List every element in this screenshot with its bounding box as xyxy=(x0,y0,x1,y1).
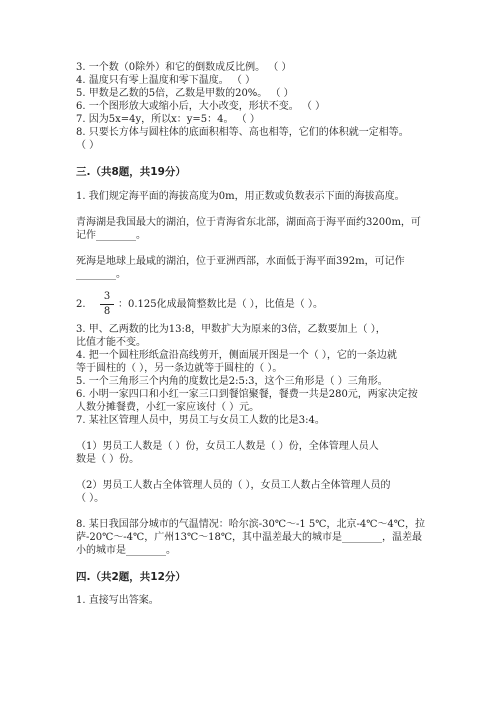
section-4-title: 四.（共2题，共12分） xyxy=(76,571,186,583)
fraction-numerator: 3 xyxy=(103,291,111,302)
s3-q1-intro: 1. 我们规定海平面的海拔高度为0m，用正数或负数表示下面的海拔高度。 xyxy=(76,191,405,202)
s3-q8-line2: 萨-20℃～-4℃，广州13℃～18℃，其中温差最大的城市是________，温差最 xyxy=(76,532,423,543)
s3-q6-line1: 6. 小明一家四口和小红一家三口到餐馆聚餐，餐费一共是280元，两家决定按 xyxy=(76,389,418,400)
s3-q4-line1: 4. 把一个圆柱形纸盒沿高线剪开，侧面展开图是一个（ ），它的一条边就 xyxy=(76,350,397,361)
s3-q1-deadsea-line2: ________。 xyxy=(76,269,126,280)
s3-q7: 7. 某社区管理人员中，男员工与女员工人数的比是3:4。 xyxy=(76,415,325,426)
question-8-answer-blank: （ ） xyxy=(76,140,100,151)
s3-q4-line2: 等于圆柱的（ ），另一条边就等于圆柱的（ ）。 xyxy=(76,363,283,374)
s3-q8-line3: 小的城市是________。 xyxy=(76,545,176,556)
s3-q1-deadsea-line1: 死海是地球上最咸的湖泊，位于亚洲西部，水面低于海平面392m，可记作 xyxy=(76,256,405,267)
s3-q1-qinghai-line1: 青海湖是我国最大的湖泊，位于青海省东北部，湖面高于海平面约3200m，可 xyxy=(76,217,421,228)
s3-q1-qinghai-line2: 记作________。 xyxy=(76,230,146,241)
question-7-ratio: 7. 因为5x=4y，所以x：y=5：4。 （ ） xyxy=(76,114,260,125)
s3-q5: 5. 一个三角形三个内角的度数比是2:5:3，这个三角形是（ ）三角形。 xyxy=(76,376,388,387)
question-8-volume: 8. 只要长方体与圆柱体的底面积相等、高也相等，它们的体积就一定相等。 xyxy=(76,127,409,138)
question-4-temperature: 4. 温度只有零上温度和零下温度。 （ ） xyxy=(76,75,256,86)
s3-q2-number: 2. xyxy=(76,299,86,310)
s3-q7-part1-line1: （1）男员工人数是（ ）份，女员工人数是（ ）份，全体管理人员人 xyxy=(76,441,379,452)
fraction-denominator: 8 xyxy=(103,306,111,317)
question-3-reciprocal: 3. 一个数（0除外）和它的倒数成反比例。 （ ） xyxy=(76,62,292,73)
question-6-scaling: 6. 一个图形放大或缩小后，大小改变，形状不变。 （ ） xyxy=(76,101,326,112)
s4-q1: 1. 直接写出答案。 xyxy=(76,595,159,606)
question-5-percentage: 5. 甲数是乙数的5倍，乙数是甲数的20%。 （ ） xyxy=(76,88,294,99)
s3-q3-line2: 比值才能不变。 xyxy=(76,337,146,348)
fraction-bar xyxy=(100,304,114,305)
s3-q6-line2: 人数分摊餐费，小红一家应该付（ ）元。 xyxy=(76,402,260,413)
s3-q7-part1-line2: 数是（ ）份。 xyxy=(76,454,140,465)
section-3-title: 三.（共8题，共19分） xyxy=(76,166,186,178)
s3-q7-part2-line1: （2）男员工人数占全体管理人员的（ ），女员工人数占全体管理人员的 xyxy=(76,480,391,491)
s3-q3-line1: 3. 甲、乙两数的比为13:8，甲数扩大为原来的3倍，乙数要加上（ ）， xyxy=(76,324,386,335)
s3-q7-part2-line2: （ ）。 xyxy=(76,493,105,504)
s3-q2-text: ：0.125化成最简整数比是（ ），比值是（ ）。 xyxy=(118,299,323,310)
s3-q2-fraction xyxy=(100,291,114,318)
s3-q8-line1: 8. 某日我国部分城市的气温情况：哈尔滨-30℃～-1 5℃，北京-4℃～4℃，拉 xyxy=(76,519,425,530)
